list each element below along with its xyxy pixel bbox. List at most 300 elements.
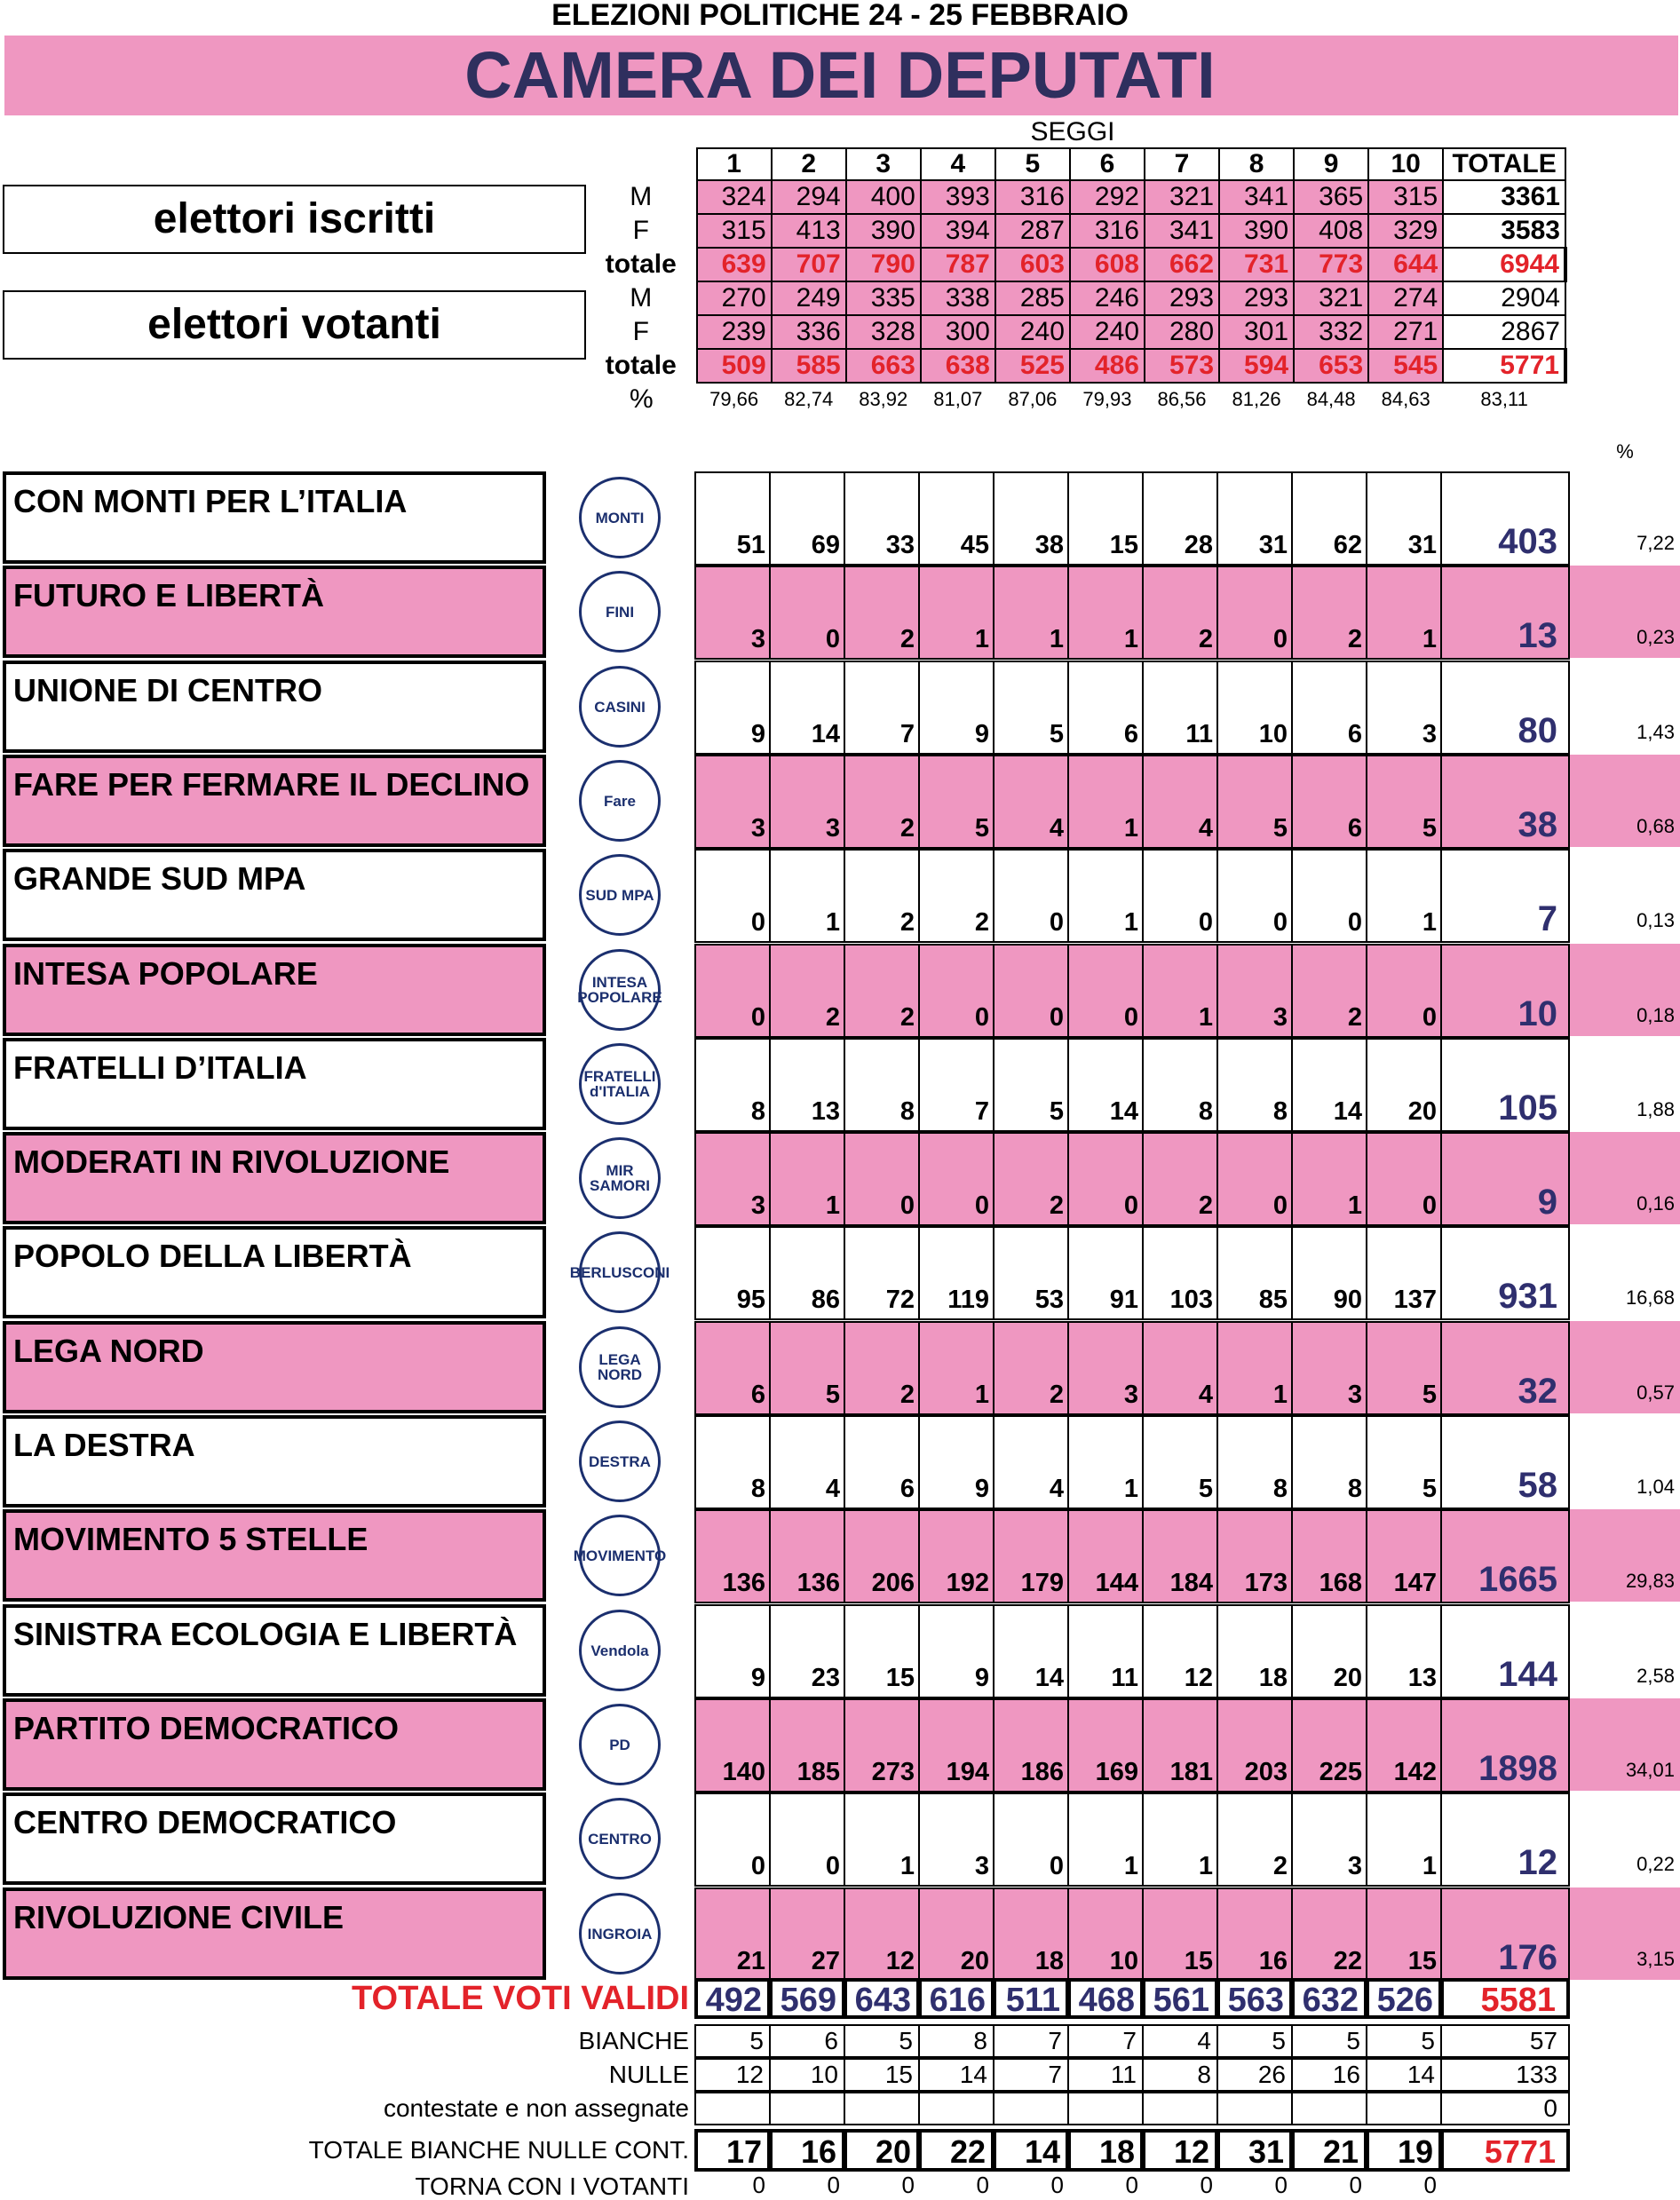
value-cell: 335 <box>846 281 921 315</box>
vote-cell: 2 <box>844 944 920 1038</box>
vote-cell: 203 <box>1216 1698 1293 1792</box>
bianche-cell: 5 <box>1366 2024 1442 2058</box>
vote-cell: 8 <box>1291 1415 1367 1509</box>
contestate-cell <box>918 2092 995 2125</box>
vote-cell: 5 <box>918 755 995 849</box>
value-cell: 390 <box>846 214 921 248</box>
page-title: CAMERA DEI DEPUTATI <box>464 38 1216 112</box>
party-total: 38 <box>1440 755 1570 849</box>
totale-bnc-cell: 19 <box>1366 2129 1442 2172</box>
value-cell: 365 <box>1294 180 1368 214</box>
party-total: 144 <box>1440 1604 1570 1698</box>
vote-cell: 0 <box>993 849 1069 943</box>
totale-bnc-cell: 21 <box>1291 2129 1367 2172</box>
value-cell: 336 <box>772 315 846 349</box>
column-header: 8 <box>1219 148 1294 180</box>
vote-cell: 1 <box>1067 849 1144 943</box>
party-logo-icon: MIR SAMORI <box>579 1137 661 1219</box>
party-pct: 0,68 <box>1636 815 1675 837</box>
party-name: UNIONE DI CENTRO <box>3 661 546 753</box>
vote-cell: 185 <box>769 1698 845 1792</box>
value-cell: 324 <box>697 180 772 214</box>
torna-votanti-cell: 0 <box>1274 2172 1288 2198</box>
bianche-label: BIANCHE <box>578 2027 689 2054</box>
vote-cell: 9 <box>694 1604 771 1698</box>
contestate-cell <box>993 2092 1069 2125</box>
vote-cell: 136 <box>769 1509 845 1603</box>
value-cell: 329 <box>1368 214 1443 248</box>
value-cell: 413 <box>772 214 846 248</box>
party-name: POPOLO DELLA LIBERTÀ <box>3 1226 546 1318</box>
vote-cell: 181 <box>1142 1698 1218 1792</box>
bianche-cell: 7 <box>1067 2024 1144 2058</box>
nulle-cell: 11 <box>1067 2058 1144 2092</box>
vote-cell: 1 <box>918 566 995 660</box>
vote-cell: 15 <box>1366 1887 1442 1982</box>
vote-cell: 0 <box>918 944 995 1038</box>
contestate-cell <box>1366 2092 1442 2125</box>
party-pct: 0,18 <box>1636 1004 1675 1026</box>
party-logo-icon: MONTI <box>579 477 661 558</box>
party-total: 931 <box>1440 1226 1570 1320</box>
vote-cell: 2 <box>993 1132 1069 1226</box>
party-total: 176 <box>1440 1887 1570 1982</box>
party-total: 1898 <box>1440 1698 1570 1792</box>
vote-cell: 20 <box>1366 1038 1442 1132</box>
nulle-cell: 10 <box>769 2058 845 2092</box>
party-pct: 34,01 <box>1625 1759 1675 1781</box>
vote-cell: 28 <box>1142 471 1218 566</box>
vote-cell: 2 <box>844 755 920 849</box>
vote-cell: 169 <box>1067 1698 1144 1792</box>
vote-cell: 3 <box>1067 1321 1144 1415</box>
totale-validi-cell: 569 <box>769 1978 845 2019</box>
vote-cell: 22 <box>1291 1887 1367 1982</box>
party-name: FARE PER FERMARE IL DECLINO <box>3 755 546 847</box>
contestate-cell <box>694 2092 771 2125</box>
row-label: F <box>632 216 649 245</box>
party-logo-icon: FRATELLI d'ITALIA <box>579 1043 661 1125</box>
vote-cell: 6 <box>844 1415 920 1509</box>
bianche-cell: 5 <box>1216 2024 1293 2058</box>
nulle-cell: 12 <box>694 2058 771 2092</box>
column-header: 10 <box>1368 148 1443 180</box>
contestate-cell <box>844 2092 920 2125</box>
value-cell: 393 <box>921 180 995 214</box>
value-cell: 394 <box>921 214 995 248</box>
vote-cell: 5 <box>993 1038 1069 1132</box>
party-name: LA DESTRA <box>3 1415 546 1508</box>
value-cell: 525 <box>995 349 1070 383</box>
party-total: 13 <box>1440 566 1570 660</box>
iscritti-label: elettori iscritti <box>3 185 586 254</box>
votanti-F-row <box>586 315 1565 349</box>
value-cell: 341 <box>1145 214 1219 248</box>
value-cell: 315 <box>697 214 772 248</box>
vote-cell: 1 <box>1366 1792 1442 1887</box>
torna-votanti-cell: 0 <box>1125 2172 1138 2198</box>
vote-cell: 142 <box>1366 1698 1442 1792</box>
votanti-totale-row <box>586 349 1565 383</box>
value-cell: 662 <box>1145 248 1219 281</box>
vote-cell: 1 <box>1366 849 1442 943</box>
party-total: 403 <box>1440 471 1570 566</box>
vote-cell: 0 <box>844 1132 920 1226</box>
vote-cell: 0 <box>918 1132 995 1226</box>
vote-cell: 14 <box>993 1604 1069 1698</box>
totale-bnc-cell: 14 <box>993 2129 1069 2172</box>
nulle-cell: 16 <box>1291 2058 1367 2092</box>
contestate-cell <box>769 2092 845 2125</box>
electors-table <box>586 147 1567 415</box>
party-logo-icon: INGROIA <box>579 1893 661 1974</box>
vote-cell: 3 <box>918 1792 995 1887</box>
vote-cell: 1 <box>1366 566 1442 660</box>
vote-cell: 1 <box>918 1321 995 1415</box>
party-logo-icon: SUD MPA <box>579 854 661 936</box>
torna-votanti-cell: 0 <box>1423 2172 1437 2198</box>
vote-cell: 3 <box>694 755 771 849</box>
party-name: FUTURO E LIBERTÀ <box>3 566 546 658</box>
party-total: 105 <box>1440 1038 1570 1132</box>
torna-votanti-cell: 0 <box>1200 2172 1213 2198</box>
vote-cell: 147 <box>1366 1509 1442 1603</box>
value-cell: 2904 <box>1443 281 1565 315</box>
party-pct: 3,15 <box>1636 1948 1675 1970</box>
party-name: INTESA POPOLARE <box>3 944 546 1036</box>
row-label: totale <box>605 249 677 279</box>
vote-cell: 9 <box>918 661 995 755</box>
bianche-cell: 57 <box>1440 2024 1570 2058</box>
vote-cell: 6 <box>1291 661 1367 755</box>
vote-cell: 1 <box>1291 1132 1367 1226</box>
vote-cell: 31 <box>1366 471 1442 566</box>
value-cell: 240 <box>995 315 1070 349</box>
value-cell: 81,26 <box>1232 388 1281 410</box>
bianche-cell: 5 <box>844 2024 920 2058</box>
value-cell: 293 <box>1145 281 1219 315</box>
value-cell: 400 <box>846 180 921 214</box>
vote-cell: 51 <box>694 471 771 566</box>
vote-cell: 8 <box>1142 1038 1218 1132</box>
contestate-cell <box>1142 2092 1218 2125</box>
bianche-cell: 6 <box>769 2024 845 2058</box>
votanti-label: elettori votanti <box>3 290 586 360</box>
vote-cell: 23 <box>769 1604 845 1698</box>
vote-cell: 0 <box>694 1792 771 1887</box>
column-header: 1 <box>697 148 772 180</box>
vote-cell: 8 <box>844 1038 920 1132</box>
vote-cell: 2 <box>1142 566 1218 660</box>
vote-cell: 0 <box>1142 849 1218 943</box>
vote-cell: 3 <box>1291 1321 1367 1415</box>
value-cell: 3583 <box>1443 214 1565 248</box>
iscritti-totale-row <box>586 248 1565 281</box>
value-cell: 240 <box>1070 315 1145 349</box>
column-header: 3 <box>846 148 921 180</box>
vote-cell: 4 <box>993 755 1069 849</box>
value-cell: 316 <box>995 180 1070 214</box>
value-cell: 545 <box>1368 349 1443 383</box>
contestate-cell <box>1216 2092 1293 2125</box>
vote-cell: 1 <box>769 849 845 943</box>
party-name: CENTRO DEMOCRATICO <box>3 1792 546 1885</box>
party-logo-icon: INTESA POPOLARE <box>579 949 661 1031</box>
vote-cell: 5 <box>1366 1321 1442 1415</box>
vote-cell: 4 <box>769 1415 845 1509</box>
value-cell: 341 <box>1219 180 1294 214</box>
vote-cell: 5 <box>1366 755 1442 849</box>
party-logo-icon: Fare <box>579 760 661 842</box>
value-cell: 608 <box>1070 248 1145 281</box>
value-cell: 509 <box>697 349 772 383</box>
value-cell: 249 <box>772 281 846 315</box>
totale-validi-cell: 511 <box>993 1978 1069 2019</box>
torna-votanti-cell: 0 <box>827 2172 840 2198</box>
vote-cell: 0 <box>769 566 845 660</box>
bianche-cell: 7 <box>993 2024 1069 2058</box>
party-total: 7 <box>1440 849 1570 943</box>
torna-votanti-cell: 0 <box>1050 2172 1064 2198</box>
vote-cell: 0 <box>1216 1132 1293 1226</box>
totale-validi-cell: 561 <box>1142 1978 1218 2019</box>
value-cell: 638 <box>921 349 995 383</box>
contestate-label: contestate e non assegnate <box>383 2094 689 2122</box>
vote-cell: 86 <box>769 1226 845 1320</box>
votanti-pct-row <box>586 383 1565 415</box>
vote-cell: 14 <box>1291 1038 1367 1132</box>
vote-cell: 20 <box>918 1887 995 1982</box>
party-name: FRATELLI D’ITALIA <box>3 1038 546 1130</box>
value-cell: 6944 <box>1443 248 1565 281</box>
vote-cell: 0 <box>1067 1132 1144 1226</box>
vote-cell: 15 <box>844 1604 920 1698</box>
row-label: M <box>630 283 653 313</box>
party-logo-icon: LEGA NORD <box>579 1326 661 1408</box>
totale-bnc-cell: 22 <box>918 2129 995 2172</box>
value-cell: 280 <box>1145 315 1219 349</box>
value-cell: 5771 <box>1443 349 1565 383</box>
vote-cell: 8 <box>694 1415 771 1509</box>
vote-cell: 90 <box>1291 1226 1367 1320</box>
totale-validi-cell: 632 <box>1291 1978 1367 2019</box>
vote-cell: 186 <box>993 1698 1069 1792</box>
value-cell: 79,66 <box>709 388 759 410</box>
vote-cell: 4 <box>993 1415 1069 1509</box>
column-header: 7 <box>1145 148 1219 180</box>
vote-cell: 2 <box>918 849 995 943</box>
party-name: GRANDE SUD MPA <box>3 849 546 941</box>
totale-validi-label: TOTALE VOTI VALIDI <box>352 1980 689 2017</box>
pct-col-header: % <box>1616 440 1634 463</box>
party-name: MODERATI IN RIVOLUZIONE <box>3 1132 546 1224</box>
vote-cell: 0 <box>993 944 1069 1038</box>
vote-cell: 6 <box>1067 661 1144 755</box>
vote-cell: 136 <box>694 1509 771 1603</box>
party-total: 1665 <box>1440 1509 1570 1603</box>
value-cell: 83,11 <box>1480 388 1528 410</box>
iscritti-F-row <box>586 214 1565 248</box>
vote-cell: 4 <box>1142 1321 1218 1415</box>
value-cell: 338 <box>921 281 995 315</box>
value-cell: 294 <box>772 180 846 214</box>
vote-cell: 140 <box>694 1698 771 1792</box>
party-pct: 29,83 <box>1625 1570 1675 1592</box>
nulle-cell: 14 <box>918 2058 995 2092</box>
party-total: 80 <box>1440 661 1570 755</box>
vote-cell: 11 <box>1142 661 1218 755</box>
vote-cell: 273 <box>844 1698 920 1792</box>
vote-cell: 1 <box>1142 1792 1218 1887</box>
votanti-M-row <box>586 281 1565 315</box>
iscritti-M-row <box>586 180 1565 214</box>
value-cell: 287 <box>995 214 1070 248</box>
value-cell: 653 <box>1294 349 1368 383</box>
vote-cell: 38 <box>993 471 1069 566</box>
party-pct: 1,43 <box>1636 721 1675 743</box>
value-cell: 292 <box>1070 180 1145 214</box>
vote-cell: 6 <box>694 1321 771 1415</box>
vote-cell: 12 <box>1142 1604 1218 1698</box>
bianche-cell: 8 <box>918 2024 995 2058</box>
vote-cell: 3 <box>1291 1792 1367 1887</box>
totale-validi-cell: 643 <box>844 1978 920 2019</box>
party-pct: 1,88 <box>1636 1098 1675 1120</box>
value-cell: 315 <box>1368 180 1443 214</box>
party-pct: 0,16 <box>1636 1192 1675 1215</box>
vote-cell: 6 <box>1291 755 1367 849</box>
torna-votanti-cell: 0 <box>1349 2172 1362 2198</box>
vote-cell: 173 <box>1216 1509 1293 1603</box>
vote-cell: 0 <box>1216 566 1293 660</box>
totale-validi-cell: 526 <box>1366 1978 1442 2019</box>
vote-cell: 16 <box>1216 1887 1293 1982</box>
value-cell: 594 <box>1219 349 1294 383</box>
value-cell: 301 <box>1219 315 1294 349</box>
header-spacer <box>586 148 697 180</box>
value-cell: 585 <box>772 349 846 383</box>
party-pct: 16,68 <box>1625 1286 1675 1309</box>
vote-cell: 2 <box>1291 566 1367 660</box>
vote-cell: 18 <box>1216 1604 1293 1698</box>
vote-cell: 3 <box>769 755 845 849</box>
value-cell: 731 <box>1219 248 1294 281</box>
vote-cell: 2 <box>993 1321 1069 1415</box>
party-pct: 7,22 <box>1636 532 1675 554</box>
value-cell: 408 <box>1294 214 1368 248</box>
bianche-cell: 4 <box>1142 2024 1218 2058</box>
totale-validi-cell: 492 <box>694 1978 771 2019</box>
contestate-cell <box>1067 2092 1144 2125</box>
party-pct: 0,13 <box>1636 909 1675 931</box>
value-cell: 81,07 <box>933 388 983 410</box>
party-total: 12 <box>1440 1792 1570 1887</box>
nulle-cell: 14 <box>1366 2058 1442 2092</box>
value-cell: 321 <box>1145 180 1219 214</box>
party-pct: 0,22 <box>1636 1853 1675 1875</box>
vote-cell: 192 <box>918 1509 995 1603</box>
totale-bnc-cell: 17 <box>694 2129 771 2172</box>
vote-cell: 8 <box>1216 1038 1293 1132</box>
party-logo-icon: BERLUSCONI <box>579 1231 661 1313</box>
vote-cell: 8 <box>1216 1415 1293 1509</box>
vote-cell: 1 <box>1067 1415 1144 1509</box>
party-total: 10 <box>1440 944 1570 1038</box>
vote-cell: 0 <box>993 1792 1069 1887</box>
totale-bnc-cell: 16 <box>769 2129 845 2172</box>
party-name: LEGA NORD <box>3 1321 546 1413</box>
vote-cell: 21 <box>694 1887 771 1982</box>
party-name: RIVOLUZIONE CIVILE <box>3 1887 546 1980</box>
value-cell: 84,48 <box>1306 388 1356 410</box>
vote-cell: 2 <box>844 849 920 943</box>
value-cell: 293 <box>1219 281 1294 315</box>
vote-cell: 0 <box>1366 944 1442 1038</box>
column-header: 5 <box>995 148 1070 180</box>
party-logo-icon: MOVIMENTO <box>579 1515 661 1596</box>
subtitle: ELEZIONI POLITICHE 24 - 25 FEBBRAIO <box>551 0 1129 32</box>
vote-cell: 3 <box>1216 944 1293 1038</box>
vote-cell: 144 <box>1067 1509 1144 1603</box>
party-pct: 0,57 <box>1636 1381 1675 1404</box>
vote-cell: 3 <box>1366 661 1442 755</box>
vote-cell: 72 <box>844 1226 920 1320</box>
value-cell: 316 <box>1070 214 1145 248</box>
party-pct: 2,58 <box>1636 1665 1675 1687</box>
vote-cell: 5 <box>1366 1415 1442 1509</box>
vote-cell: 0 <box>1216 849 1293 943</box>
totale-bnc-cell: 12 <box>1142 2129 1218 2172</box>
vote-cell: 1 <box>844 1792 920 1887</box>
column-header: 9 <box>1294 148 1368 180</box>
value-cell: 270 <box>697 281 772 315</box>
vote-cell: 0 <box>694 944 771 1038</box>
torna-votanti-cell: 0 <box>752 2172 765 2198</box>
vote-cell: 8 <box>694 1038 771 1132</box>
totale-validi-cell: 563 <box>1216 1978 1293 2019</box>
value-cell: 639 <box>697 248 772 281</box>
vote-cell: 62 <box>1291 471 1367 566</box>
vote-cell: 103 <box>1142 1226 1218 1320</box>
vote-cell: 27 <box>769 1887 845 1982</box>
value-cell: 3361 <box>1443 180 1565 214</box>
value-cell: 271 <box>1368 315 1443 349</box>
vote-cell: 69 <box>769 471 845 566</box>
vote-cell: 1 <box>1067 1792 1144 1887</box>
vote-cell: 18 <box>993 1887 1069 1982</box>
vote-cell: 2 <box>1216 1792 1293 1887</box>
vote-cell: 5 <box>1142 1415 1218 1509</box>
vote-cell: 95 <box>694 1226 771 1320</box>
vote-cell: 45 <box>918 471 995 566</box>
totale-validi-cell: 468 <box>1067 1978 1144 2019</box>
value-cell: 332 <box>1294 315 1368 349</box>
totale-bnc-cell: 20 <box>844 2129 920 2172</box>
totale-bnc-label: TOTALE BIANCHE NULLE CONT. <box>308 2136 689 2164</box>
value-cell: 573 <box>1145 349 1219 383</box>
party-logo-icon: Vendola <box>579 1610 661 1691</box>
seggi-label: SEGGI <box>1030 117 1115 146</box>
row-label: M <box>630 182 653 211</box>
totale-validi-cell: 5581 <box>1440 1978 1570 2019</box>
nulle-cell: 133 <box>1440 2058 1570 2092</box>
vote-cell: 3 <box>694 1132 771 1226</box>
value-cell: 787 <box>921 248 995 281</box>
party-name: SINISTRA ECOLOGIA E LIBERTÀ <box>3 1604 546 1697</box>
vote-cell: 15 <box>1142 1887 1218 1982</box>
value-cell: 84,63 <box>1381 388 1430 410</box>
vote-cell: 1 <box>1067 755 1144 849</box>
